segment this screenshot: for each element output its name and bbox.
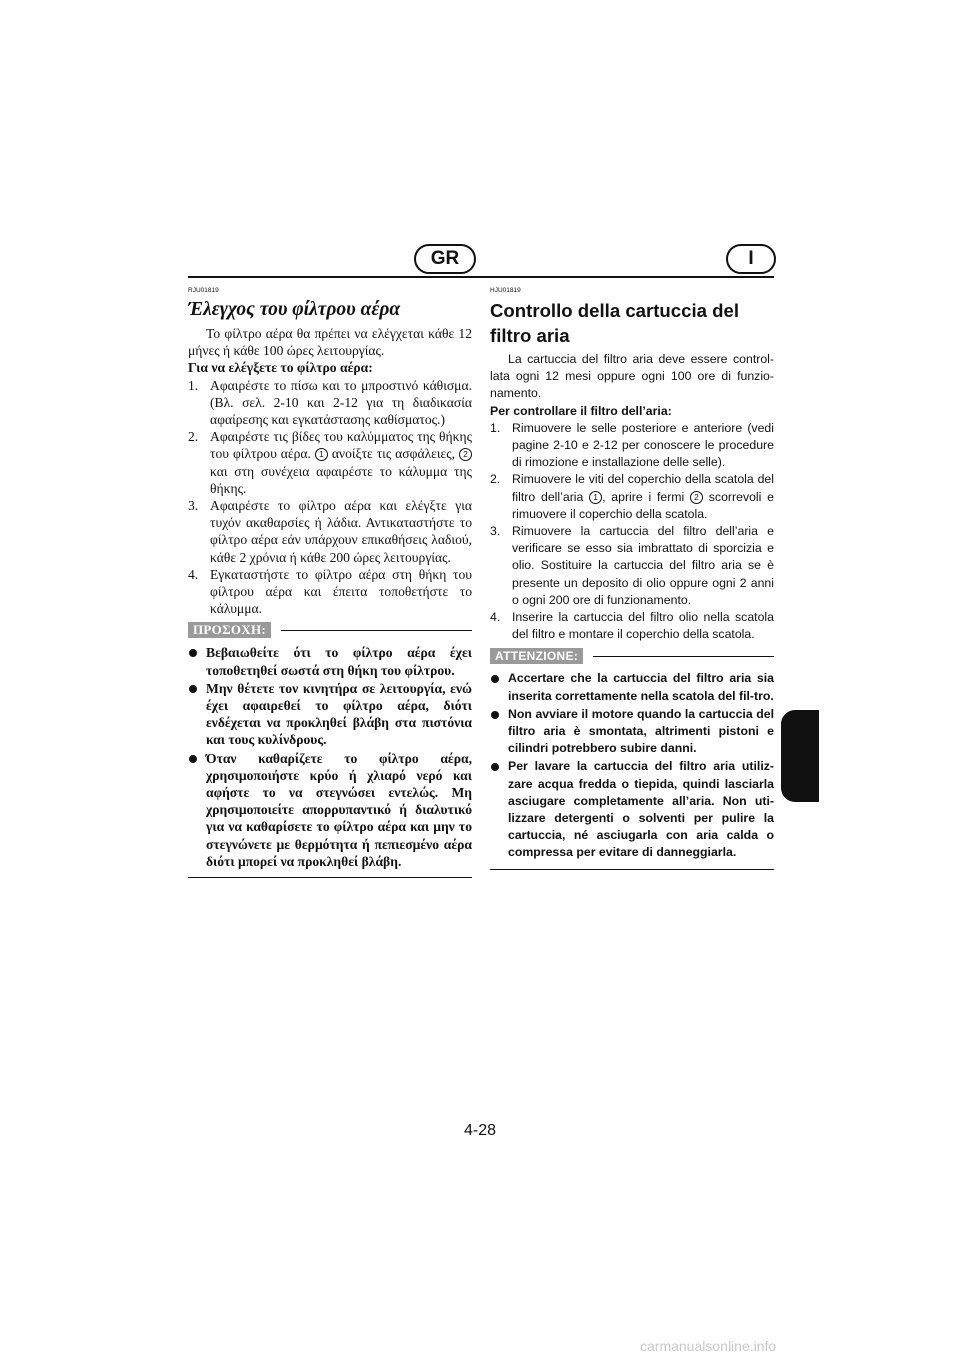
callout-1-icon: 1 [315, 448, 328, 461]
step-1: 1. Rimuovere le selle posteriore e anteriore (vedi pagine 2-10 e 2-12 per conoscere le procedure di rimozione e installazione delle selle). [490, 420, 774, 470]
watermark: carmanualsonline.info [640, 1338, 777, 1354]
caution-header [490, 648, 774, 664]
caution-rule [281, 630, 472, 631]
step-3: 3. Αφαιρέστε το φίλτρο αέρα και ελέγξτε για τυχόν ακαθαρσίες ή λάδια. Αντικαταστήστε το φίλτρο αέρα εάν υπάρχουν επικαθήσεις λαδιού, κάθε 2 χρόνια ή κάθε 200 ώρες λειτουργίας. [188, 498, 472, 565]
step-2: 2. Αφαιρέστε τις βίδες του καλύμματος της θήκης του φίλτρου αέρα. 1 ανοίξτε τις ασφάλειες, 2 και στη συνέχεια αφαιρέστε το κάλυμμα της θήκης. [188, 429, 472, 496]
greek-column [188, 287, 472, 878]
step-2: 2. Rimuovere le viti del coperchio della scatola del filtro dell’aria 1 , aprire i fermi 2 scorrevoli e rimuovere il coperchio della scatola. [490, 472, 774, 521]
header-rule [188, 276, 774, 278]
language-badge-greek: GR [414, 244, 476, 274]
caution-list [188, 644, 472, 870]
procedure-steps [188, 377, 472, 618]
section-title: Controllo della cartuccia del filtro aria [490, 300, 740, 346]
chapter-tab [781, 710, 819, 802]
bullet-icon [189, 685, 197, 693]
section-code: RJU01819 [188, 287, 219, 294]
caution-label: ΠΡΟΣΟΧΗ: [188, 622, 271, 638]
callout-1-icon: 1 [589, 491, 602, 504]
procedure-steps [490, 420, 774, 644]
bullet-icon [189, 755, 197, 763]
caution-item: Βεβαιωθείτε ότι το φίλτρο αέρα έχει τοποθετηθεί σωστά στη θήκη του φίλτρου. [188, 644, 472, 678]
procedure-heading: Per controllare il filtro dell’aria: [490, 403, 672, 418]
callout-2-icon: 2 [690, 491, 703, 504]
caution-label: ATTENZIONE: [490, 648, 583, 664]
section-code: HJU01819 [490, 287, 521, 294]
procedure-heading: Για να ελέγξετε το φίλτρο αέρα: [188, 360, 373, 376]
bullet-icon [491, 675, 499, 683]
step-4: 4. Εγκαταστήστε το φίλτρο αέρα στη θήκη του φίλτρου αέρα και έπειτα τοποθετήστε το κάλυμμα. [188, 566, 472, 617]
bullet-icon [491, 711, 499, 719]
caution-end-rule [490, 869, 774, 870]
caution-item: Μην θέτετε τον κινητήρα σε λειτουργία, ενώ έχει αφαιρεθεί το φίλτρο αέρα, διότι ενδέχεται να προκληθεί βλάβη στα πιστόνια και τους κυλίνδρους. [188, 680, 472, 749]
step-1: 1. Αφαιρέστε το πίσω και το μπροστινό κάθισμα. (Βλ. σελ. 2-10 και 2-12 για τη διαδικασία αφαίρεσης και εγκατάστασης καθίσματος.) [188, 377, 472, 428]
intro-paragraph: La cartuccia del filtro aria deve essere control-lata ogni 12 mesi oppure ogni 100 ore di funzio-namento. [490, 352, 774, 401]
italian-column [490, 287, 774, 870]
language-badge-italian: I [726, 244, 776, 274]
step-4: 4. Inserire la cartuccia del filtro olio nella scatola del filtro e montare il coperchio della scatola. [490, 610, 774, 642]
caution-header [188, 622, 472, 638]
caution-end-rule [188, 877, 472, 878]
bullet-icon [491, 763, 499, 771]
caution-item: Accertare che la cartuccia del filtro aria sia inserita correttamente nella scatola del fil-tro. [490, 670, 774, 704]
caution-item: Όταν καθαρίζετε το φίλτρο αέρα, χρησιμοποιήστε κρύο ή χλιαρό νερό και αφήστε το να στεγνώσει εντελώς. Μη χρησιμοποιείτε απορρυπαντικό ή διαλυτικό για να καθαρίσετε το φίλτρο αέρα και μην το στεγνώνετε με θερμότητα ή πεπιεσμένο αέρα διότι μπορεί να προκληθεί βλάβη. [188, 750, 472, 870]
caution-item: Per lavare la cartuccia del filtro aria utiliz-zare acqua fredda o tiepida, quindi lasciarla asciugare completamente all’aria. Non uti-lizzare detergenti o solventi per pulire la cartuccia, né asciugarla con aria calda o compressa per evitare di danneggiarla. [490, 758, 774, 861]
intro-paragraph: Το φίλτρο αέρα θα πρέπει να ελέγχεται κάθε 12 μήνες ή κάθε 100 ώρες λειτουργίας. [188, 326, 472, 359]
page-number: 4-28 [463, 1122, 497, 1139]
caution-item: Non avviare il motore quando la cartuccia del filtro aria è smontata, altrimenti pistoni e cilindri potrebbero subire danni. [490, 706, 774, 758]
bullet-icon [189, 649, 197, 657]
caution-list [490, 670, 774, 861]
caution-rule [593, 656, 774, 657]
section-title: Έλεγχος του φίλτρου αέρα [188, 299, 401, 320]
step-3: 3. Rimuovere la cartuccia del filtro dell’aria e verificare se esso sia imbrattato di sporcizia e olio. Sostituire la cartuccia del filtro aria se è presente un deposito di olio oppure ogni 2 anni o ogni 200 ore di funzionamento. [490, 524, 774, 607]
callout-2-icon: 2 [459, 448, 472, 461]
